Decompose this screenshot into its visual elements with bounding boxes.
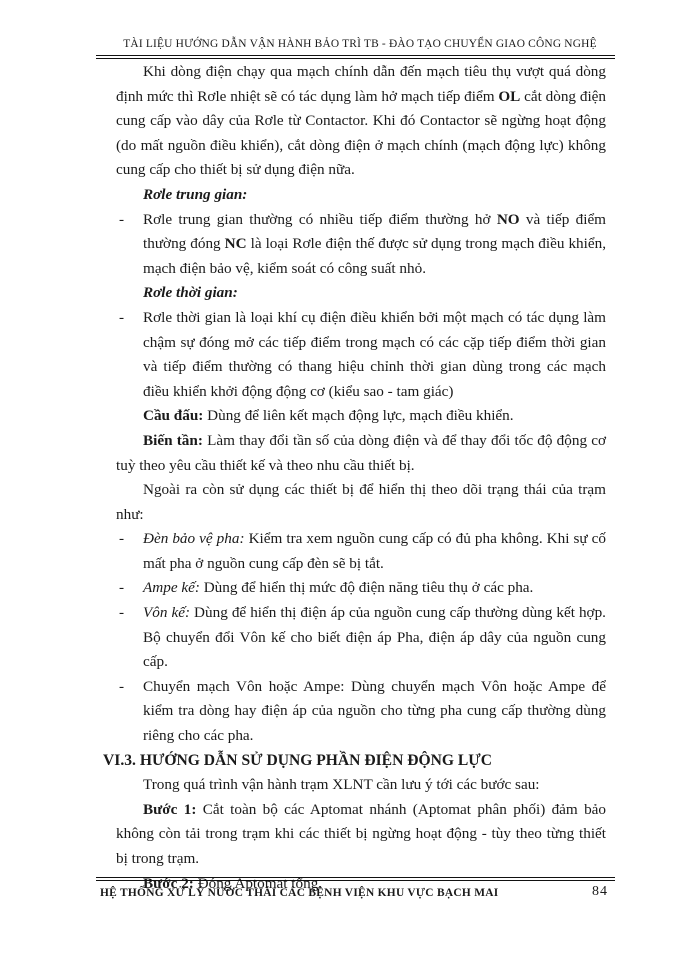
nc-term: NC <box>224 235 247 253</box>
paragraph-bien-tan <box>116 429 606 478</box>
term-label: Vôn kế: <box>143 604 191 622</box>
step-label: Bước 1: <box>143 800 197 818</box>
text: Chuyển mạch Vôn hoặc Ampe: Dùng chuyển mạch Vôn hoặc Ampe để kiểm tra dòng hay điện áp của nguồn cho từng pha cung cấp thường dùng riêng cho các pha. <box>143 677 606 745</box>
bullet-ampe-ke <box>116 576 606 601</box>
dash-bullet: - <box>119 579 125 597</box>
paragraph-trong-qua-trinh: Trong quá trình vận hành trạm XLNT cần lưu ý tới các bước sau: <box>143 776 540 794</box>
term-label: Biến tần: <box>143 431 203 449</box>
header-rule-thin <box>96 58 615 59</box>
text: và tiếp điểm thường đóng <box>143 210 607 253</box>
footer-rule-thin <box>96 877 615 878</box>
section-heading: VI.3. HƯỚNG DẪN SỬ DỤNG PHẦN ĐIỆN ĐỘNG LỰC <box>103 751 492 769</box>
page-header: TÀI LIỆU HƯỚNG DẪN VẬN HÀNH BẢO TRÌ TB - ĐÀO TẠO CHUYỂN GIAO CÔNG NGHỆ <box>123 38 597 50</box>
paragraph-buoc-1 <box>116 798 606 872</box>
paragraph-ngoai-ra: Ngoài ra còn sử dụng các thiết bị để hiển thị theo dõi trạng thái của trạm như: <box>116 481 606 523</box>
no-term: NO <box>496 210 520 228</box>
bullet-rele-thoi-gian <box>116 306 606 404</box>
term-label: Đèn bảo vệ pha: <box>143 530 245 548</box>
text: Khi dòng điện chạy qua mạch chính dẫn đến mạch tiêu thụ vượt quá dòng định mức thì Rơle nhiệt sẽ có tác dụng làm hở mạch tiếp điểm <box>116 63 606 105</box>
heading-rele-trung-gian: Rơle trung gian: <box>143 185 248 203</box>
text: Làm thay đổi tần số của dòng điện và để thay đổi tốc độ động cơ tuỳ theo yêu cầu thiết kế và theo nhu cầu thiết bị. <box>116 431 606 474</box>
bullet-rele-trung-gian <box>116 208 606 282</box>
dash-bullet: - <box>119 604 125 622</box>
footer-rule <box>96 880 615 881</box>
text: Rơle trung gian thường có nhiều tiếp điểm thường hở <box>143 210 497 228</box>
dash-bullet: - <box>119 677 125 695</box>
bullet-von-ke <box>116 601 606 675</box>
text: là loại Rơle điện thế được sử dụng trong mạch điều khiển, mạch điện bảo vệ, kiểm soát có công suất nhỏ. <box>143 235 606 277</box>
text: Dùng để hiển thị mức độ điện năng tiêu thụ ở các pha. <box>199 579 534 597</box>
document-body <box>103 60 607 896</box>
paragraph-cau-dau <box>116 404 606 429</box>
term-label: Cầu đấu: <box>143 407 204 425</box>
term-label: Ampe kế: <box>143 579 200 597</box>
text: Cắt toàn bộ các Aptomat nhánh (Aptomat phân phối) đảm bảo không còn tải trong trạm khi các thiết bị ngừng hoạt động - tùy theo từng thiết bị trong trạm. <box>116 800 606 867</box>
header-rule <box>96 55 615 56</box>
text: Đóng Aptomat tổng. <box>193 874 323 892</box>
step-label: Bước 2: <box>143 874 194 892</box>
text: Dùng để liên kết mạch động lực, mạch điều khiển. <box>203 407 514 425</box>
dash-bullet: - <box>119 530 125 548</box>
text: Dùng để hiển thị điện áp của nguồn cung cấp thường dùng kết hợp. Bộ chuyển đổi Vôn kế cho biết điện áp Pha, điện áp dây của nguồn cung cấp. <box>143 604 606 671</box>
dash-bullet: - <box>119 210 125 228</box>
paragraph-rele-nhiet <box>116 60 606 183</box>
text: Rơle thời gian là loại khí cụ điện điều khiển bởi một mạch có tác dụng làm chậm sự đóng mở các tiếp điểm trong mạch có các cặp tiếp điểm thời gian và tiếp điểm thường có thang hiệu chỉnh thời gian dùng trong các mạch điều khiển khởi động động cơ (kiểu sao - tam giác) <box>143 308 606 400</box>
ol-term: OL <box>498 87 521 105</box>
text: Kiểm tra xem nguồn cung cấp có đủ pha không. Khi sự cố mất pha ở nguồn cung cấp đèn sẽ bị tắt. <box>143 530 607 572</box>
page-footer: HỆ THỐNG XỬ LÝ NƯỚC THẢI CÁC BỆNH VIỆN KHU VỰC BẠCH MAI <box>100 887 499 899</box>
bullet-den-bao-ve-pha <box>116 527 606 576</box>
text: cắt dòng điện cung cấp vào dây của Rơle từ Contactor. Khi đó Contactor sẽ ngừng hoạt động (do mất nguồn điều khiển), cắt dòng điện ở mạch chính (mạch động lực) không cung cấp cho thiết bị sử dụng điện nữa. <box>116 87 606 179</box>
page-number: 84 <box>592 884 608 899</box>
heading-rele-thoi-gian: Rơle thời gian: <box>143 284 238 302</box>
dash-bullet: - <box>119 308 125 326</box>
bullet-chuyen-mach <box>116 675 606 749</box>
